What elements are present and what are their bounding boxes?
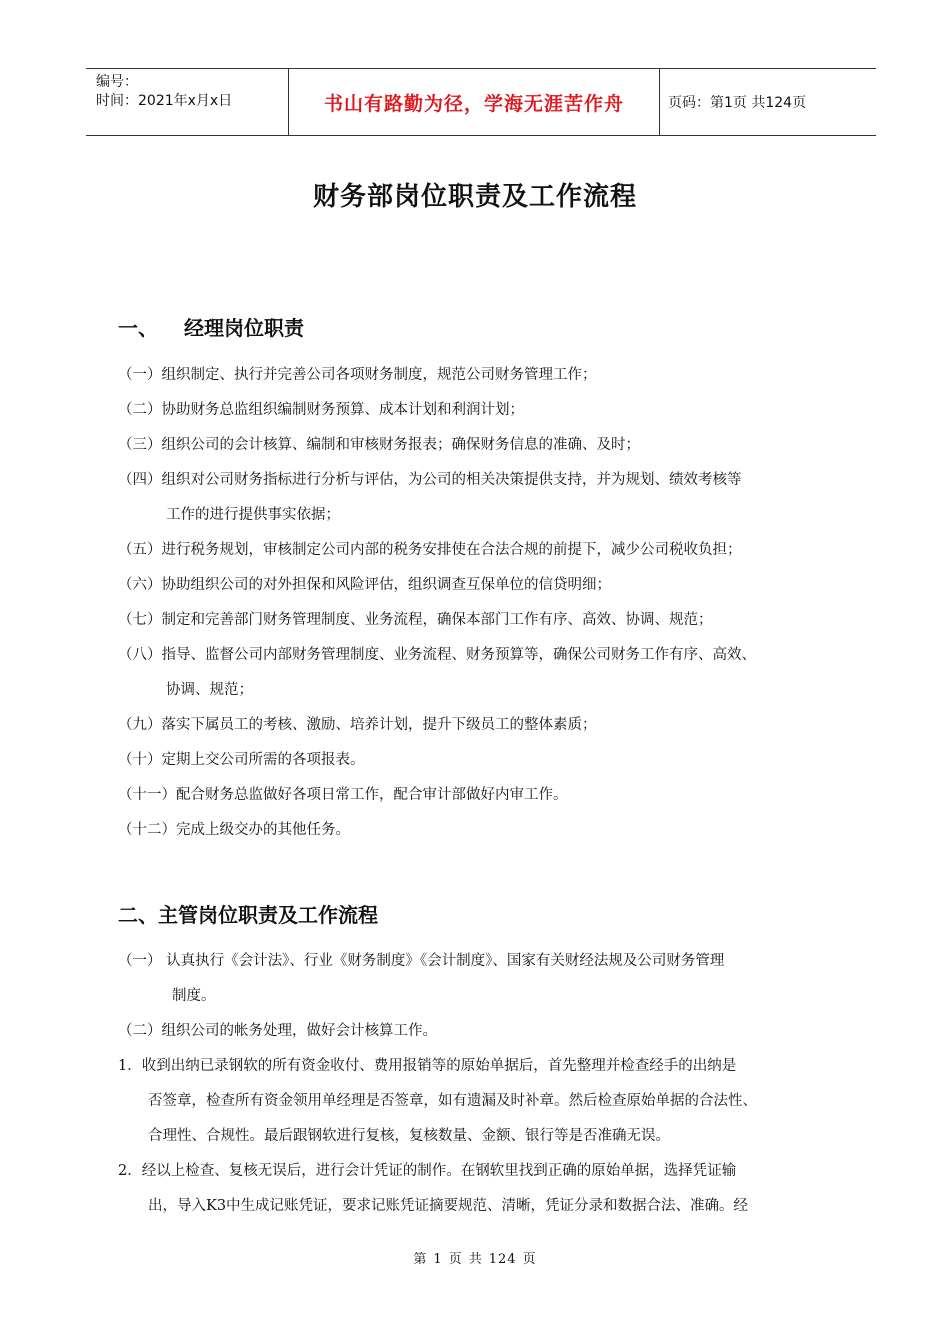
- header-page-cell: [660, 69, 876, 135]
- motto-text: 书山有路勤为径，学海无涯苦作舟: [323, 92, 624, 115]
- section2-item-1: （一） 认真执行《会计法》、行业《财务制度》《会计制度》、国家有关财经法规及公司财务管理 制度。: [118, 953, 725, 1004]
- section1-item-12: （十二）完成上级交办的其他任务。: [118, 822, 350, 838]
- time-label: 时间：2021年x月x日: [96, 93, 233, 109]
- section2-item-2: （二）组织公司的帐务处理，做好会计核算工作。: [118, 1023, 437, 1039]
- section1-item-7: （七）制定和完善部门财务管理制度、业务流程，确保本部门工作有序、高效、协调、规范；: [118, 612, 713, 628]
- section1-item-9: （九）落实下属员工的考核、激励、培养计划，提升下级员工的整体素质；: [118, 717, 597, 733]
- footer-page-number: 1: [433, 1252, 443, 1267]
- section1-heading: [118, 312, 304, 341]
- section1-item-3: （三）组织公司的会计核算、编制和审核财务报表；确保财务信息的准确、及时；: [118, 437, 640, 453]
- section1-item-10: （十）定期上交公司所需的各项报表。: [118, 752, 365, 768]
- section1-item-11: （十一）配合财务总监做好各项日常工作，配合审计部做好内审工作。: [118, 787, 568, 803]
- section2-step-2: 2．经以上检查、复核无误后，进行会计凭证的制作。在钢软里找到正确的原始单据，选择凭证输 出，导入K3中生成记账凭证，要求记账凭证摘要规范、清晰，凭证分录和数据合法、准确。经: [118, 1163, 749, 1214]
- section1-item-6: （六）协助组织公司的对外担保和风险评估，组织调查互保单位的信贷明细；: [118, 577, 611, 593]
- header-motto-cell: [288, 69, 660, 135]
- footer-total-pages: 124: [488, 1252, 517, 1267]
- section1-item-1: （一）组织制定、执行并完善公司各项财务制度，规范公司财务管理工作；: [118, 367, 597, 383]
- section1-number: 一、: [118, 316, 158, 340]
- section1-title: 经理岗位职责: [184, 316, 304, 340]
- section2-step-1: 1．收到出纳已录钢软的所有资金收付、费用报销等的原始单据后，首先整理并检查经手的出纳是 否签章，检查所有资金领用单经理是否签章，如有遗漏及时补章。然后检查原始单据的合法性、 合理性、合规性。最后跟钢软进行复核，复核数量、金额、银行等是否准确无误。: [118, 1058, 757, 1144]
- section1-item-8: （八）指导、监督公司内部财务管理制度、业务流程、财务预算等，确保公司财务工作有序、高效、 协调、规范；: [118, 647, 756, 698]
- section2-heading: 二、主管岗位职责及工作流程: [118, 903, 378, 927]
- page-footer: 第 1 页 共 124 页: [413, 1252, 537, 1267]
- header-meta-cell: [86, 69, 288, 135]
- header-table: [86, 68, 876, 136]
- page-info: 页码：第1页 共124页: [668, 95, 807, 111]
- document-title: 财务部岗位职责及工作流程: [312, 182, 637, 212]
- section1-item-4: （四）组织对公司财务指标进行分析与评估，为公司的相关决策提供支持，并为规划、绩效考核等 工作的进行提供事实依据；: [118, 472, 742, 523]
- section1-item-5: （五）进行税务规划，审核制定公司内部的税务安排使在合法合规的前提下，减少公司税收负担；: [118, 542, 742, 558]
- section1-item-2: （二）协助财务总监组织编制财务预算、成本计划和利润计划；: [118, 402, 524, 418]
- number-label: 编号：: [96, 74, 138, 90]
